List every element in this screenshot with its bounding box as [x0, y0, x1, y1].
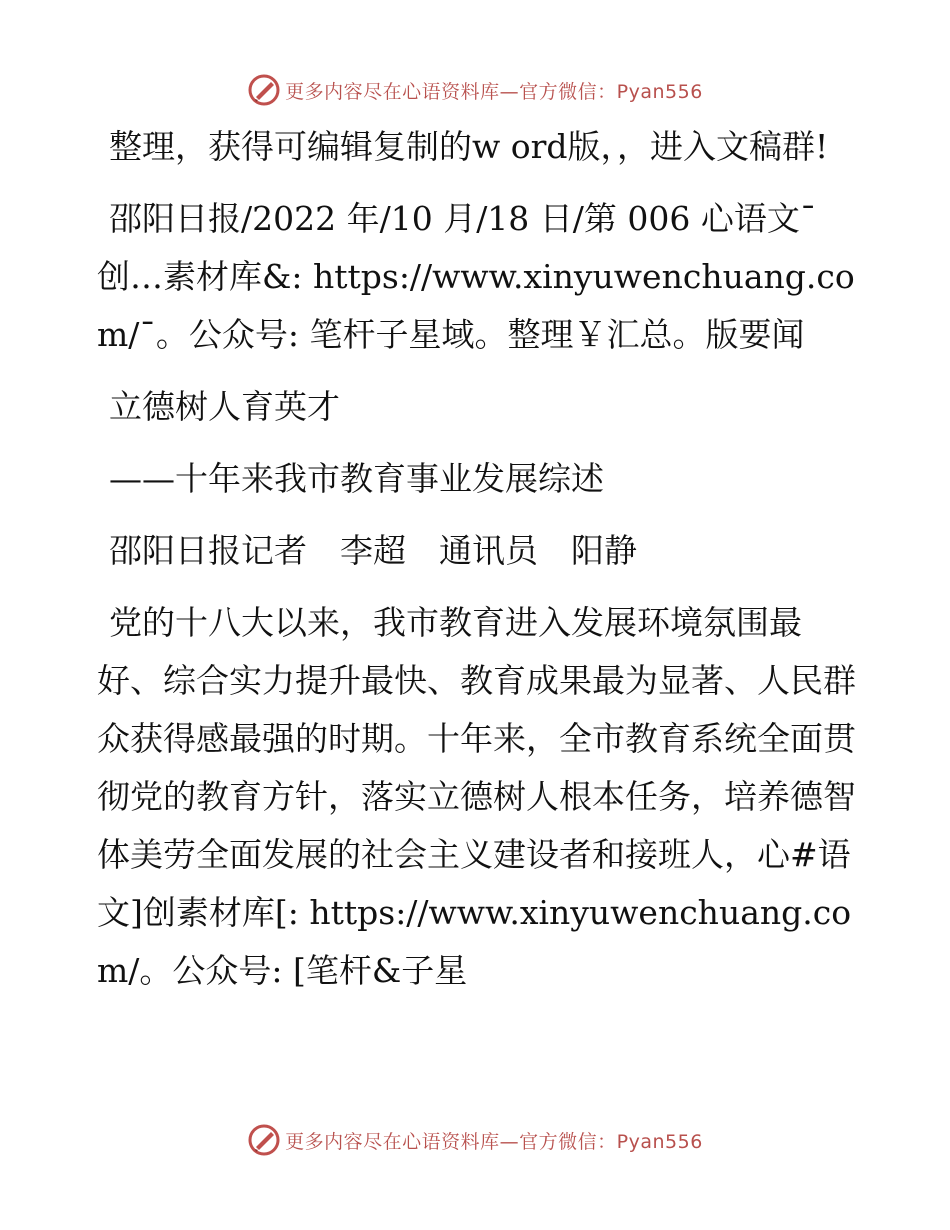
watermark-text: 更多内容尽在心语资料库—官方微信：Pyan556: [285, 1130, 703, 1153]
document-body: [97, 118, 857, 1000]
watermark-banner-top: [0, 70, 950, 110]
brush-logo-icon: [247, 73, 281, 107]
watermark-banner-bottom: [0, 1120, 950, 1160]
source-line: 邵阳日报/2022 年/10 月/18 日/第 006 心语文¯创…素材库&: https://www.xinyuwenchuang.com/¯。公众号: 笔杆子星域。整理￥汇总。版要闻: [97, 199, 855, 354]
article-subtitle: ——十年来我市教育事业发展综述: [109, 459, 604, 498]
byline: 邵阳日报记者 李超 通讯员 阳静: [109, 531, 637, 570]
watermark-text: 更多内容尽在心语资料库—官方微信：Pyan556: [285, 80, 703, 103]
brush-logo-icon: [247, 1123, 281, 1157]
body-paragraph: 党的十八大以来，我市教育进入发展环境氛围最好、综合实力提升最快、教育成果最为显著、人民群众获得感最强的时期。十年来，全市教育系统全面贯彻党的教育方针，落实立德树人根本任务，培养德智体美劳全面发展的社会主义建设者和接班人，心#语文]创素材库[: https://www.xinyuwenchuang.com/。公众号: [笔杆&子星: [97, 603, 856, 990]
article-title: 立德树人育英才: [109, 387, 340, 426]
intro-paragraph: 整理，获得可编辑复制的w ord版，，进入文稿群!: [109, 127, 829, 166]
